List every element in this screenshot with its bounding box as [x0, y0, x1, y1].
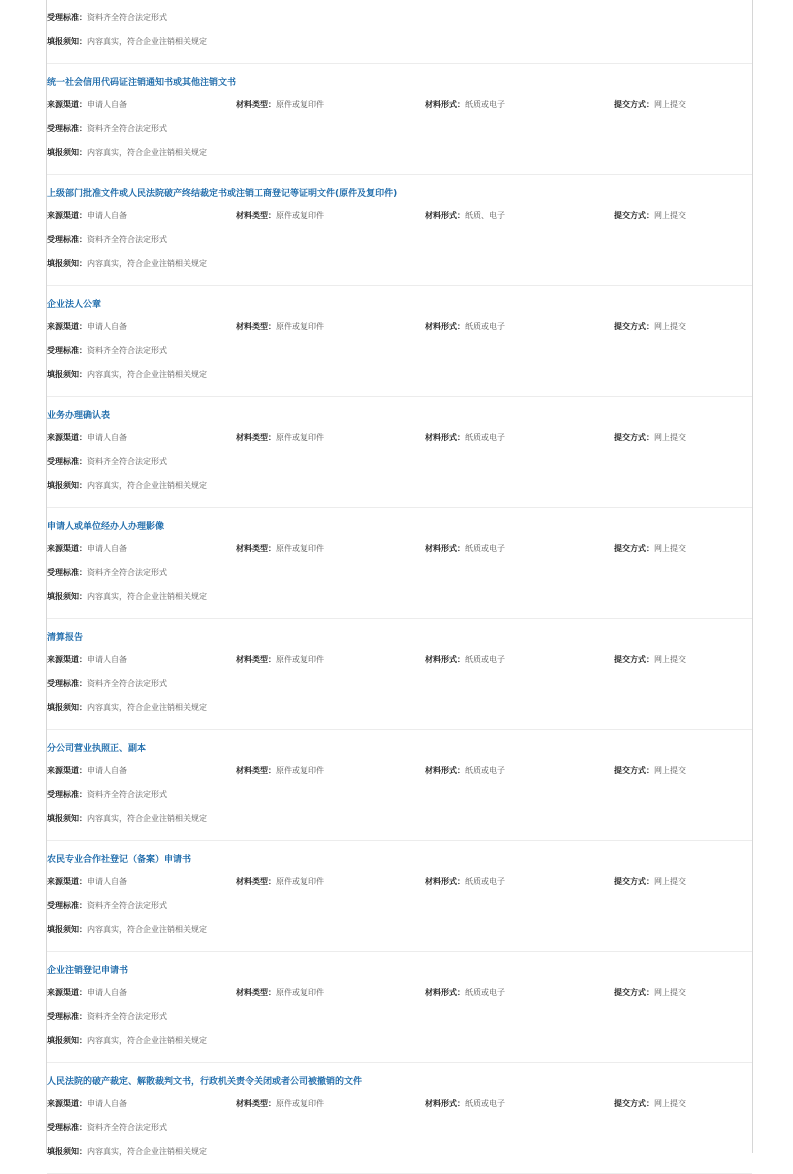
submit-label: 提交方式： [614, 322, 654, 331]
notice-row [47, 480, 747, 492]
submit-label: 提交方式： [614, 211, 654, 220]
standard-label: 受理标准： [47, 568, 87, 577]
material-item [47, 841, 752, 952]
standard-value: 资料齐全符合法定形式 [87, 457, 167, 466]
source-value: 申请人自备 [87, 100, 127, 109]
submit-field [614, 210, 686, 222]
material-meta-row [47, 654, 747, 666]
source-value: 申请人自备 [87, 877, 127, 886]
source-value: 申请人自备 [87, 433, 127, 442]
standard-row [47, 900, 747, 912]
source-label: 来源渠道： [47, 211, 87, 220]
type-field [236, 210, 324, 222]
notice-value: 内容真实，符合企业注销相关规定 [87, 148, 207, 157]
type-label: 材料类型： [236, 766, 276, 775]
form-value: 纸质、电子 [465, 211, 505, 220]
form-label: 材料形式： [425, 322, 465, 331]
submit-value: 网上提交 [654, 988, 686, 997]
form-value: 纸质或电子 [465, 655, 505, 664]
type-field [236, 765, 324, 777]
notice-value: 内容真实，符合企业注销相关规定 [87, 37, 207, 46]
standard-value: 资料齐全符合法定形式 [87, 346, 167, 355]
material-item [47, 508, 752, 619]
notice-row [47, 369, 747, 381]
standard-value: 资料齐全符合法定形式 [87, 901, 167, 910]
material-title[interactable]: 企业法人公章 [47, 300, 102, 310]
standard-value: 资料齐全符合法定形式 [87, 790, 167, 799]
type-label: 材料类型： [236, 100, 276, 109]
form-label: 材料形式： [425, 655, 465, 664]
form-value: 纸质或电子 [465, 766, 505, 775]
material-item [47, 619, 752, 730]
type-label: 材料类型： [236, 1099, 276, 1108]
submit-field [614, 1098, 686, 1110]
form-field [425, 432, 505, 444]
material-meta-row [47, 321, 747, 333]
source-field [47, 765, 127, 777]
type-label: 材料类型： [236, 433, 276, 442]
notice-row [47, 1035, 747, 1047]
source-field [47, 99, 127, 111]
type-field [236, 654, 324, 666]
form-field [425, 321, 505, 333]
submit-label: 提交方式： [614, 655, 654, 664]
material-item [47, 0, 752, 64]
form-label: 材料形式： [425, 988, 465, 997]
source-label: 来源渠道： [47, 433, 87, 442]
standard-row [47, 12, 747, 24]
standard-value: 资料齐全符合法定形式 [87, 1012, 167, 1021]
type-field [236, 1098, 324, 1110]
notice-label: 填报须知： [47, 1147, 87, 1156]
notice-label: 填报须知： [47, 259, 87, 268]
submit-value: 网上提交 [654, 877, 686, 886]
standard-label: 受理标准： [47, 124, 87, 133]
standard-row [47, 678, 747, 690]
material-meta-row [47, 543, 747, 555]
source-label: 来源渠道： [47, 655, 87, 664]
material-meta-row [47, 1098, 747, 1110]
submit-label: 提交方式： [614, 766, 654, 775]
material-meta-row [47, 876, 747, 888]
source-value: 申请人自备 [87, 544, 127, 553]
standard-value: 资料齐全符合法定形式 [87, 235, 167, 244]
submit-label: 提交方式： [614, 1099, 654, 1108]
type-label: 材料类型： [236, 544, 276, 553]
notice-label: 填报须知： [47, 814, 87, 823]
notice-value: 内容真实，符合企业注销相关规定 [87, 925, 207, 934]
form-value: 纸质或电子 [465, 544, 505, 553]
standard-row [47, 1122, 747, 1134]
notice-value: 内容真实，符合企业注销相关规定 [87, 592, 207, 601]
type-value: 原件或复印件 [276, 1099, 324, 1108]
material-item [47, 1063, 752, 1174]
source-field [47, 987, 127, 999]
type-field [236, 432, 324, 444]
source-value: 申请人自备 [87, 766, 127, 775]
source-label: 来源渠道： [47, 100, 87, 109]
standard-value: 资料齐全符合法定形式 [87, 1123, 167, 1132]
notice-row [47, 36, 747, 48]
type-value: 原件或复印件 [276, 544, 324, 553]
type-value: 原件或复印件 [276, 433, 324, 442]
standard-label: 受理标准： [47, 457, 87, 466]
form-field [425, 1098, 505, 1110]
material-title[interactable]: 统一社会信用代码证注销通知书或其他注销文书 [47, 78, 237, 88]
material-meta-row [47, 987, 747, 999]
type-label: 材料类型： [236, 988, 276, 997]
form-field [425, 210, 505, 222]
form-value: 纸质或电子 [465, 322, 505, 331]
standard-row [47, 456, 747, 468]
source-field [47, 876, 127, 888]
material-title[interactable]: 企业注销登记申请书 [47, 966, 129, 976]
type-label: 材料类型： [236, 322, 276, 331]
material-title[interactable]: 清算报告 [47, 633, 84, 643]
form-field [425, 987, 505, 999]
notice-row [47, 147, 747, 159]
submit-field [614, 987, 686, 999]
standard-row [47, 123, 747, 135]
submit-field [614, 765, 686, 777]
submit-field [614, 876, 686, 888]
notice-label: 填报须知： [47, 37, 87, 46]
submit-label: 提交方式： [614, 988, 654, 997]
type-value: 原件或复印件 [276, 322, 324, 331]
type-value: 原件或复印件 [276, 211, 324, 220]
notice-value: 内容真实，符合企业注销相关规定 [87, 703, 207, 712]
notice-row [47, 813, 747, 825]
form-value: 纸质或电子 [465, 433, 505, 442]
standard-row [47, 234, 747, 246]
form-value: 纸质或电子 [465, 988, 505, 997]
standard-row [47, 345, 747, 357]
standard-label: 受理标准： [47, 1012, 87, 1021]
form-value: 纸质或电子 [465, 100, 505, 109]
source-label: 来源渠道： [47, 766, 87, 775]
submit-field [614, 99, 686, 111]
submit-label: 提交方式： [614, 433, 654, 442]
standard-label: 受理标准： [47, 235, 87, 244]
source-label: 来源渠道： [47, 877, 87, 886]
submit-value: 网上提交 [654, 544, 686, 553]
submit-value: 网上提交 [654, 1099, 686, 1108]
type-value: 原件或复印件 [276, 877, 324, 886]
standard-label: 受理标准： [47, 346, 87, 355]
submit-value: 网上提交 [654, 766, 686, 775]
type-label: 材料类型： [236, 655, 276, 664]
form-field [425, 543, 505, 555]
material-meta-row [47, 99, 747, 111]
material-title[interactable]: 业务办理确认表 [47, 411, 111, 421]
type-label: 材料类型： [236, 211, 276, 220]
material-meta-row [47, 765, 747, 777]
form-value: 纸质或电子 [465, 1099, 505, 1108]
submit-label: 提交方式： [614, 100, 654, 109]
notice-label: 填报须知： [47, 1036, 87, 1045]
type-field [236, 987, 324, 999]
submit-value: 网上提交 [654, 433, 686, 442]
material-item [47, 286, 752, 397]
type-field [236, 876, 324, 888]
type-value: 原件或复印件 [276, 100, 324, 109]
source-value: 申请人自备 [87, 655, 127, 664]
source-field [47, 432, 127, 444]
source-value: 申请人自备 [87, 211, 127, 220]
material-title[interactable]: 人民法院的破产裁定、解散裁判文书，行政机关责令关闭或者公司被撤销的文件 [47, 1077, 363, 1087]
form-field [425, 876, 505, 888]
source-label: 来源渠道： [47, 544, 87, 553]
notice-label: 填报须知： [47, 481, 87, 490]
standard-label: 受理标准： [47, 13, 87, 22]
source-field [47, 210, 127, 222]
standard-label: 受理标准： [47, 790, 87, 799]
source-value: 申请人自备 [87, 988, 127, 997]
notice-row [47, 1146, 747, 1158]
standard-row [47, 789, 747, 801]
notice-value: 内容真实，符合企业注销相关规定 [87, 481, 207, 490]
form-field [425, 654, 505, 666]
submit-field [614, 654, 686, 666]
notice-value: 内容真实，符合企业注销相关规定 [87, 259, 207, 268]
notice-row [47, 591, 747, 603]
source-label: 来源渠道： [47, 988, 87, 997]
standard-label: 受理标准： [47, 1123, 87, 1132]
notice-value: 内容真实，符合企业注销相关规定 [87, 1147, 207, 1156]
submit-field [614, 321, 686, 333]
notice-label: 填报须知： [47, 925, 87, 934]
type-field [236, 321, 324, 333]
material-title[interactable]: 分公司营业执照正、副本 [47, 744, 147, 754]
standard-label: 受理标准： [47, 679, 87, 688]
source-field [47, 654, 127, 666]
submit-label: 提交方式： [614, 877, 654, 886]
submit-value: 网上提交 [654, 211, 686, 220]
standard-value: 资料齐全符合法定形式 [87, 568, 167, 577]
material-title[interactable]: 上级部门批准文件或人民法院破产终结裁定书或注销工商登记等证明文件(原件及复印件) [47, 189, 398, 199]
material-meta-row [47, 210, 747, 222]
type-value: 原件或复印件 [276, 988, 324, 997]
source-value: 申请人自备 [87, 322, 127, 331]
notice-label: 填报须知： [47, 592, 87, 601]
source-label: 来源渠道： [47, 322, 87, 331]
standard-value: 资料齐全符合法定形式 [87, 13, 167, 22]
source-label: 来源渠道： [47, 1099, 87, 1108]
submit-value: 网上提交 [654, 655, 686, 664]
form-field [425, 99, 505, 111]
standard-row [47, 1011, 747, 1023]
materials-list [46, 0, 753, 1156]
standard-row [47, 567, 747, 579]
notice-label: 填报须知： [47, 370, 87, 379]
submit-value: 网上提交 [654, 100, 686, 109]
type-label: 材料类型： [236, 877, 276, 886]
notice-value: 内容真实，符合企业注销相关规定 [87, 814, 207, 823]
submit-label: 提交方式： [614, 544, 654, 553]
form-field [425, 765, 505, 777]
type-value: 原件或复印件 [276, 766, 324, 775]
source-value: 申请人自备 [87, 1099, 127, 1108]
form-label: 材料形式： [425, 1099, 465, 1108]
material-title[interactable]: 申请人或单位经办人办理影像 [47, 522, 165, 532]
notice-row [47, 258, 747, 270]
material-item [47, 175, 752, 286]
form-value: 纸质或电子 [465, 877, 505, 886]
form-label: 材料形式： [425, 766, 465, 775]
notice-value: 内容真实，符合企业注销相关规定 [87, 370, 207, 379]
form-label: 材料形式： [425, 211, 465, 220]
material-item [47, 397, 752, 508]
submit-field [614, 543, 686, 555]
source-field [47, 543, 127, 555]
notice-row [47, 924, 747, 936]
standard-label: 受理标准： [47, 901, 87, 910]
material-item [47, 64, 752, 175]
submit-value: 网上提交 [654, 322, 686, 331]
source-field [47, 321, 127, 333]
form-label: 材料形式： [425, 877, 465, 886]
material-item [47, 730, 752, 841]
material-item [47, 952, 752, 1063]
type-value: 原件或复印件 [276, 655, 324, 664]
notice-label: 填报须知： [47, 148, 87, 157]
material-title[interactable]: 农民专业合作社登记（备案）申请书 [47, 855, 192, 865]
submit-field [614, 432, 686, 444]
notice-label: 填报须知： [47, 703, 87, 712]
standard-value: 资料齐全符合法定形式 [87, 124, 167, 133]
source-field [47, 1098, 127, 1110]
form-label: 材料形式： [425, 544, 465, 553]
type-field [236, 543, 324, 555]
form-label: 材料形式： [425, 100, 465, 109]
type-field [236, 99, 324, 111]
form-label: 材料形式： [425, 433, 465, 442]
standard-value: 资料齐全符合法定形式 [87, 679, 167, 688]
material-meta-row [47, 432, 747, 444]
notice-row [47, 702, 747, 714]
notice-value: 内容真实，符合企业注销相关规定 [87, 1036, 207, 1045]
